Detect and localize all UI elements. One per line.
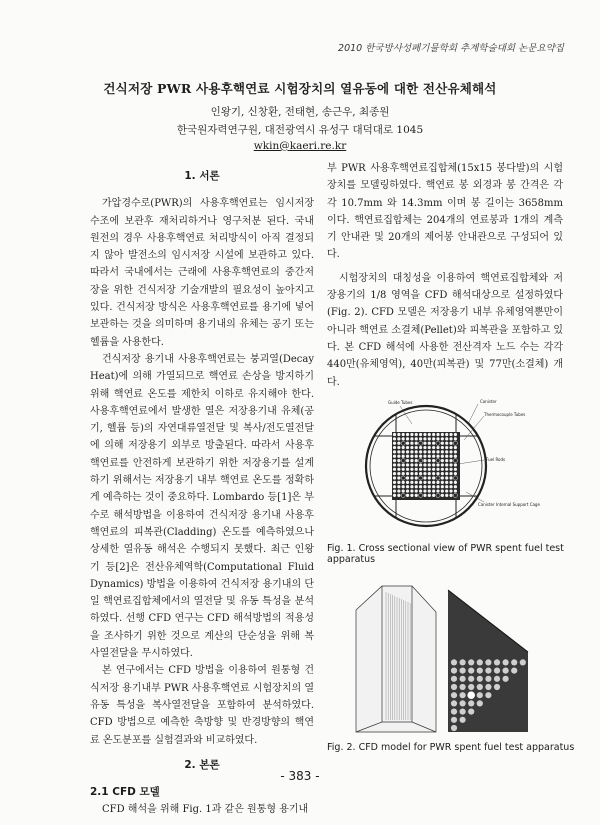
sector-rod: [520, 659, 526, 665]
sector-rod: [503, 676, 509, 682]
sector-rod: [494, 676, 500, 682]
fuel-rod: [449, 468, 452, 471]
fuel-rod: [393, 433, 396, 436]
fuel-rod: [397, 437, 400, 440]
fuel-rod: [415, 442, 418, 445]
cfd-paragraph-1: CFD 해석을 위해 Fig. 1과 같은 원통형 용기내: [102, 804, 309, 816]
sector-rod: [451, 700, 457, 706]
fuel-rod: [419, 481, 422, 484]
running-header: 2010 한국방사성폐기물학회 추계학술대회 논문요약집: [338, 43, 564, 54]
fuel-rod: [419, 450, 422, 453]
fuel-rod: [415, 459, 418, 462]
fuel-rod: [423, 442, 426, 445]
fuel-rod: [393, 489, 396, 492]
guide-tube: [453, 459, 457, 463]
fuel-rod: [432, 459, 435, 462]
fuel-rod: [397, 476, 400, 479]
right-paragraph-2: 시험장치의 대칭성을 이용하여 핵연료집합체와 저장용기의 1/8 영역을 CFD 해석대상으로 설정하였다(Fig. 2). CFD 모델은 저장용기 내부 유체영역뿐만이 아니라 핵연료 소결체(Pellet)와 피복관을 포함하고 있다. 본 CFD 해석에 사용한 전산격자 노드 수는 각각 440만(유체영역), 40만(피복관) 및 77만(소결체) 개다.: [327, 272, 563, 388]
fuel-rod: [393, 459, 396, 462]
guide-tube: [436, 493, 440, 497]
fuel-rod: [428, 481, 431, 484]
fuel-rod: [423, 455, 426, 458]
fuel-rod: [397, 463, 400, 466]
fuel-rod: [432, 485, 435, 488]
fuel-rod: [419, 437, 422, 440]
fuel-rod: [445, 450, 448, 453]
fuel-rod: [441, 494, 444, 497]
fuel-rod: [449, 494, 452, 497]
fuel-rod: [432, 455, 435, 458]
fuel-rod: [397, 433, 400, 436]
fuel-rod: [445, 468, 448, 471]
guide-tube: [453, 476, 457, 480]
guide-tube: [453, 441, 457, 445]
sector-rod: [477, 668, 483, 674]
fuel-rod: [432, 494, 435, 497]
fuel-rod: [445, 442, 448, 445]
fuel-rod: [393, 472, 396, 475]
figure-2-cfd-model: [352, 582, 530, 737]
fuel-rod: [406, 485, 409, 488]
fuel-rod: [397, 489, 400, 492]
fuel-rod: [449, 485, 452, 488]
authors: 인왕기, 신창환, 전태현, 송근우, 최종원: [210, 106, 390, 118]
fuel-rod: [454, 437, 457, 440]
right-paragraph-1: 부 PWR 사용후핵연료집합체(15x15 봉다발)의 시험장치를 모델링하였다. 핵연료 봉 외경과 봉 간격은 각각 10.7mm 와 14.3mm 이며 봉 길이는 3658mm 이다. 핵연료집합체는 204개의 연료봉과 1개의 계측기 안내관 및 20개의 제어봉 안내관으로 구성되어 있다.: [327, 163, 563, 261]
fuel-rod: [449, 476, 452, 479]
fuel-rod: [449, 463, 452, 466]
fuel-rod: [432, 442, 435, 445]
fuel-rod: [432, 446, 435, 449]
sector-rod: [477, 676, 483, 682]
fuel-rod: [432, 481, 435, 484]
sector-rod: [468, 676, 474, 682]
fuel-rod: [441, 463, 444, 466]
fuel-rod: [397, 468, 400, 471]
fuel-rod: [441, 442, 444, 445]
fuel-rod: [423, 433, 426, 436]
fuel-rod: [441, 455, 444, 458]
fuel-rod: [402, 446, 405, 449]
figure-2-caption: Fig. 2. CFD model for PWR spent fuel test apparatus: [327, 742, 575, 753]
fuel-rod: [432, 472, 435, 475]
fuel-rod: [432, 437, 435, 440]
label-fuel-rods: Fuel Rods: [486, 457, 506, 462]
fuel-rod: [436, 463, 439, 466]
fuel-rod: [423, 476, 426, 479]
fuel-rod: [415, 446, 418, 449]
affiliation: 한국원자력연구원, 대전광역시 유성구 대덕대로 1045: [176, 124, 424, 136]
fuel-rod: [410, 433, 413, 436]
fuel-rod: [423, 446, 426, 449]
fuel-rod: [406, 476, 409, 479]
sector-rod: [468, 709, 474, 715]
fuel-rod: [445, 463, 448, 466]
fuel-rod: [410, 442, 413, 445]
right-column: [327, 160, 563, 391]
guide-tube: [436, 476, 440, 480]
sector-rod: [468, 668, 474, 674]
fuel-rod: [423, 468, 426, 471]
sector-rod: [460, 684, 466, 690]
fuel-rod: [441, 468, 444, 471]
fuel-rod: [402, 481, 405, 484]
guide-tube: [401, 441, 405, 445]
fuel-rod: [397, 455, 400, 458]
fuel-rod: [449, 433, 452, 436]
sector-rod: [485, 676, 491, 682]
fuel-rod: [410, 494, 413, 497]
sector-rod: [451, 692, 457, 698]
fuel-rod: [410, 489, 413, 492]
sector-rod: [460, 700, 466, 706]
fuel-rod: [454, 485, 457, 488]
sector-rod: [477, 692, 483, 698]
left-column: [90, 160, 314, 819]
fuel-rod: [428, 437, 431, 440]
fuel-rod: [441, 489, 444, 492]
fuel-rod: [445, 437, 448, 440]
fuel-rod: [454, 433, 457, 436]
fuel-rod: [423, 485, 426, 488]
fuel-rod: [415, 485, 418, 488]
fuel-rod: [406, 489, 409, 492]
fuel-rod: [441, 476, 444, 479]
fuel-rod: [436, 437, 439, 440]
fuel-rod: [415, 481, 418, 484]
sector-rod: [494, 668, 500, 674]
fuel-rod: [406, 455, 409, 458]
fuel-rod: [393, 450, 396, 453]
fuel-rod: [419, 446, 422, 449]
sector-rod: [503, 659, 509, 665]
fuel-rod: [393, 442, 396, 445]
fuel-rod: [410, 481, 413, 484]
sector-rod: [477, 700, 483, 706]
intro-paragraph-3: 본 연구에서는 CFD 방법을 이용하여 원통형 건식저장 용기내부 PWR 사용후핵연료 시험장치의 열유동 특성을 복사열전달을 포함하여 분석하였다. CFD 방법으로 예측한 축방향 및 반경방향의 핵연료 온도분포를 실험결과와 비교하였다.: [90, 665, 314, 746]
fuel-rod-grid: [393, 433, 458, 498]
fuel-rod: [454, 481, 457, 484]
fuel-rod: [436, 433, 439, 436]
fuel-rod: [423, 481, 426, 484]
fuel-rod: [454, 446, 457, 449]
guide-tube: [401, 459, 405, 463]
fuel-rod: [397, 494, 400, 497]
sector-rod: [460, 709, 466, 715]
fuel-rod: [406, 494, 409, 497]
sector-rod: [467, 691, 475, 699]
fuel-rod: [445, 455, 448, 458]
fuel-rod: [428, 485, 431, 488]
fuel-rod: [402, 463, 405, 466]
fuel-rod: [449, 489, 452, 492]
fuel-rod: [406, 472, 409, 475]
fuel-rod: [441, 446, 444, 449]
fuel-rod: [445, 433, 448, 436]
sector-rod: [485, 668, 491, 674]
label-thermocouple-tubes: Thermocouple Tubes: [484, 412, 526, 417]
sector-rod: [485, 692, 491, 698]
sector-rod: [494, 659, 500, 665]
fuel-rod: [397, 446, 400, 449]
sector-rod: [451, 709, 457, 715]
fuel-rod: [423, 459, 426, 462]
sector-rod: [468, 684, 474, 690]
sector-rod: [460, 692, 466, 698]
fuel-rod: [410, 437, 413, 440]
fuel-rod: [393, 437, 396, 440]
fuel-rod: [423, 489, 426, 492]
sector-rod: [460, 659, 466, 665]
fuel-rod: [393, 485, 396, 488]
fuel-rod: [428, 446, 431, 449]
fuel-rod: [432, 468, 435, 471]
fuel-rod: [428, 472, 431, 475]
sector-rod: [451, 668, 457, 674]
sector-rod: [451, 659, 457, 665]
fuel-rod: [449, 481, 452, 484]
fuel-rod: [436, 489, 439, 492]
sector-rod: [451, 725, 457, 731]
fuel-rod: [449, 455, 452, 458]
fuel-rod: [428, 489, 431, 492]
guide-tube: [453, 493, 457, 497]
fuel-rod: [419, 468, 422, 471]
fuel-rod: [415, 450, 418, 453]
fuel-rod: [410, 455, 413, 458]
fuel-rod: [397, 472, 400, 475]
fuel-rod: [445, 446, 448, 449]
fuel-rod: [454, 463, 457, 466]
sector-rod: [451, 684, 457, 690]
fuel-rod: [428, 476, 431, 479]
fuel-rod: [397, 485, 400, 488]
sector-rod: [460, 676, 466, 682]
intro-paragraph-2: 건식저장 용기내 사용후핵연료는 붕괴열(Decay Heat)에 의해 가열되므로 핵연료 손상을 방지하기 위해 핵연료 온도를 제한치 이하로 유지해야 한다. 사용후핵연료에서 발생한 열은 저장용기내 유체(공기, 헬륨 등)의 자연대류열전달 및 복사/전도열전달에 의해 저장용기 외부로 방출된다. 따라서 사용후핵연료를 안전하게 보관하기 위한 저장용기를 설계하기 위해서는 저장용기 내부 핵연료 온도를 정확하게 예측하는 것이 중요하다. Lombardo 등[1]은 부수로 해석방법을 이용하여 건식저장 용기내 사용후핵연료의 피복관(Cladding) 온도를 예측하였으나 상세한 열유동 해석은 수행되지 못했다. 최근 인왕기 등[2]은 전산유체역학(Computational Fluid Dynamics) 방법을 이용하여 건식저장 용기내의 단일 핵연료집합체에서의 열전달 및 유동 특성을 분석하였다. 선행 CFD 연구는 CFD 해석방법의 적용성을 조사하기 위한 것으로 계산의 단순성을 위해 복사열전달을 무시하였다.: [90, 353, 314, 660]
fuel-rod: [406, 442, 409, 445]
sector-rod: [468, 700, 474, 706]
fuel-rod: [436, 450, 439, 453]
fuel-rod: [449, 472, 452, 475]
fuel-rod: [406, 446, 409, 449]
fuel-rod: [415, 489, 418, 492]
fuel-rod: [441, 472, 444, 475]
sector-rod: [468, 659, 474, 665]
fuel-rod: [406, 463, 409, 466]
figure-1-caption: Fig. 1. Cross sectional view of PWR spent fuel test apparatus: [327, 543, 564, 565]
fuel-rod: [419, 489, 422, 492]
fuel-rod: [449, 459, 452, 462]
fuel-rod: [415, 437, 418, 440]
fuel-rod: [402, 485, 405, 488]
guide-tube: [436, 441, 440, 445]
fuel-rod: [441, 459, 444, 462]
label-guide-tubes: Guide Tubes: [388, 400, 413, 405]
fuel-rod: [445, 494, 448, 497]
fuel-rod: [432, 450, 435, 453]
sector-rod: [477, 684, 483, 690]
page-number: - 383 -: [280, 769, 320, 783]
fuel-rod: [397, 450, 400, 453]
fuel-rod: [410, 446, 413, 449]
fuel-rod: [397, 442, 400, 445]
sector-rod: [511, 659, 517, 665]
fuel-rod: [436, 485, 439, 488]
fuel-rod: [432, 476, 435, 479]
fuel-rod: [415, 463, 418, 466]
fuel-rod: [393, 463, 396, 466]
fuel-rod: [436, 468, 439, 471]
fuel-rod: [415, 455, 418, 458]
guide-tube: [419, 493, 423, 497]
fuel-rod: [454, 455, 457, 458]
fuel-rod: [402, 489, 405, 492]
fuel-rod: [402, 433, 405, 436]
fuel-rod: [449, 442, 452, 445]
fuel-rod: [419, 472, 422, 475]
fuel-rod: [415, 476, 418, 479]
sector-3d-view: [356, 586, 436, 732]
fuel-rod: [449, 437, 452, 440]
fuel-rod: [436, 481, 439, 484]
fuel-rod: [428, 455, 431, 458]
intro-paragraph-1: 가압경수로(PWR)의 사용후핵연료는 임시저장 수조에 보관후 재처리하거나 영구처분 된다. 국내 원전의 경우 사용후핵연료 처리방식이 아직 결정되지 않아 발전소의 임시저장 시설에 보관하고 있다. 따라서 국내에서는 근래에 사용후핵연료의 중간저장을 위한 건식저장 기술개발의 필요성이 높아지고 있다. 건식저장 방식은 사용후핵연료를 용기에 넣어 보관하는 것을 의미하며 용기내의 유체는 공기 또는 헬륨을 사용한다.: [90, 198, 314, 348]
fuel-rod: [402, 437, 405, 440]
fuel-rod: [436, 455, 439, 458]
sector-rod: [485, 684, 491, 690]
fuel-rod: [410, 472, 413, 475]
guide-tube: [401, 493, 405, 497]
fuel-rod: [410, 468, 413, 471]
fuel-rod: [393, 446, 396, 449]
fuel-rod: [441, 485, 444, 488]
fuel-rod: [406, 437, 409, 440]
sector-rod: [503, 668, 509, 674]
fuel-rod: [436, 472, 439, 475]
label-support-cage: Canister Internal Support Cage: [478, 502, 540, 507]
fuel-rod: [415, 433, 418, 436]
sector-rod: [460, 668, 466, 674]
fuel-rod: [415, 472, 418, 475]
fuel-rod: [410, 485, 413, 488]
fuel-rod: [419, 455, 422, 458]
fuel-rod: [428, 494, 431, 497]
sector-rod: [485, 659, 491, 665]
sector-rod: [477, 659, 483, 665]
fuel-rod: [397, 481, 400, 484]
fuel-rod: [445, 485, 448, 488]
fuel-rod: [432, 433, 435, 436]
fuel-rod: [423, 463, 426, 466]
fuel-rod: [406, 433, 409, 436]
sector-rod: [451, 676, 457, 682]
fuel-rod: [432, 463, 435, 466]
fuel-rod: [449, 450, 452, 453]
fuel-rod: [406, 450, 409, 453]
fuel-rod: [454, 450, 457, 453]
fuel-rod: [410, 459, 413, 462]
fuel-rod: [406, 468, 409, 471]
fuel-rod: [393, 481, 396, 484]
guide-tube: [401, 476, 405, 480]
fuel-rod: [423, 494, 426, 497]
fuel-rod: [410, 450, 413, 453]
fuel-rod: [393, 468, 396, 471]
fuel-rod: [454, 468, 457, 471]
fuel-rod: [410, 463, 413, 466]
fuel-rod: [402, 468, 405, 471]
fuel-rod: [415, 468, 418, 471]
fuel-rod: [402, 455, 405, 458]
fuel-rod: [454, 489, 457, 492]
fuel-rod: [402, 472, 405, 475]
sector-rod: [511, 668, 517, 674]
fuel-rod: [441, 481, 444, 484]
cfd-subheading: 2.1 CFD 모델: [90, 786, 160, 799]
fuel-rod: [432, 489, 435, 492]
guide-tube: [436, 459, 440, 463]
paper-title: 건식저장 PWR 사용후핵연료 시험장치의 열유동에 대한 전산유체해석: [103, 81, 497, 96]
fuel-rod: [445, 472, 448, 475]
fuel-rod: [393, 455, 396, 458]
fuel-rod: [393, 476, 396, 479]
fuel-rod: [428, 450, 431, 453]
fuel-rod: [428, 463, 431, 466]
fuel-rod: [441, 433, 444, 436]
fuel-rod: [428, 459, 431, 462]
fuel-rod: [454, 472, 457, 475]
fuel-rod: [393, 494, 396, 497]
fuel-rod: [406, 481, 409, 484]
guide-tube: [419, 476, 423, 480]
fuel-rod: [428, 468, 431, 471]
fuel-rod: [445, 476, 448, 479]
fuel-rod: [441, 437, 444, 440]
fuel-rod: [402, 450, 405, 453]
sector-rod: [460, 717, 466, 723]
guide-tube: [419, 441, 423, 445]
fuel-rod: [397, 459, 400, 462]
fuel-rod: [445, 489, 448, 492]
fuel-rod: [415, 494, 418, 497]
fuel-rod: [445, 481, 448, 484]
fuel-rod: [436, 446, 439, 449]
fuel-rod: [428, 442, 431, 445]
email-link[interactable]: wkin@kaeri.re.kr: [253, 140, 347, 152]
sector-rod: [451, 717, 457, 723]
fuel-rod: [419, 463, 422, 466]
fuel-rod: [423, 437, 426, 440]
fuel-rod: [410, 476, 413, 479]
fuel-rod: [445, 459, 448, 462]
fuel-rod: [419, 433, 422, 436]
body-heading: 2. 본론: [184, 758, 220, 771]
label-canister: Canister: [480, 399, 497, 404]
fuel-rod: [449, 446, 452, 449]
fuel-rod: [406, 459, 409, 462]
fuel-rod: [423, 450, 426, 453]
figure-1-cross-section: [360, 394, 540, 534]
intro-heading: 1. 서론: [184, 170, 220, 182]
fuel-rod: [428, 433, 431, 436]
sector-rod: [494, 684, 500, 690]
fuel-rod: [419, 485, 422, 488]
guide-tube: [419, 459, 423, 463]
fuel-rod: [423, 472, 426, 475]
fuel-rod: [441, 450, 444, 453]
